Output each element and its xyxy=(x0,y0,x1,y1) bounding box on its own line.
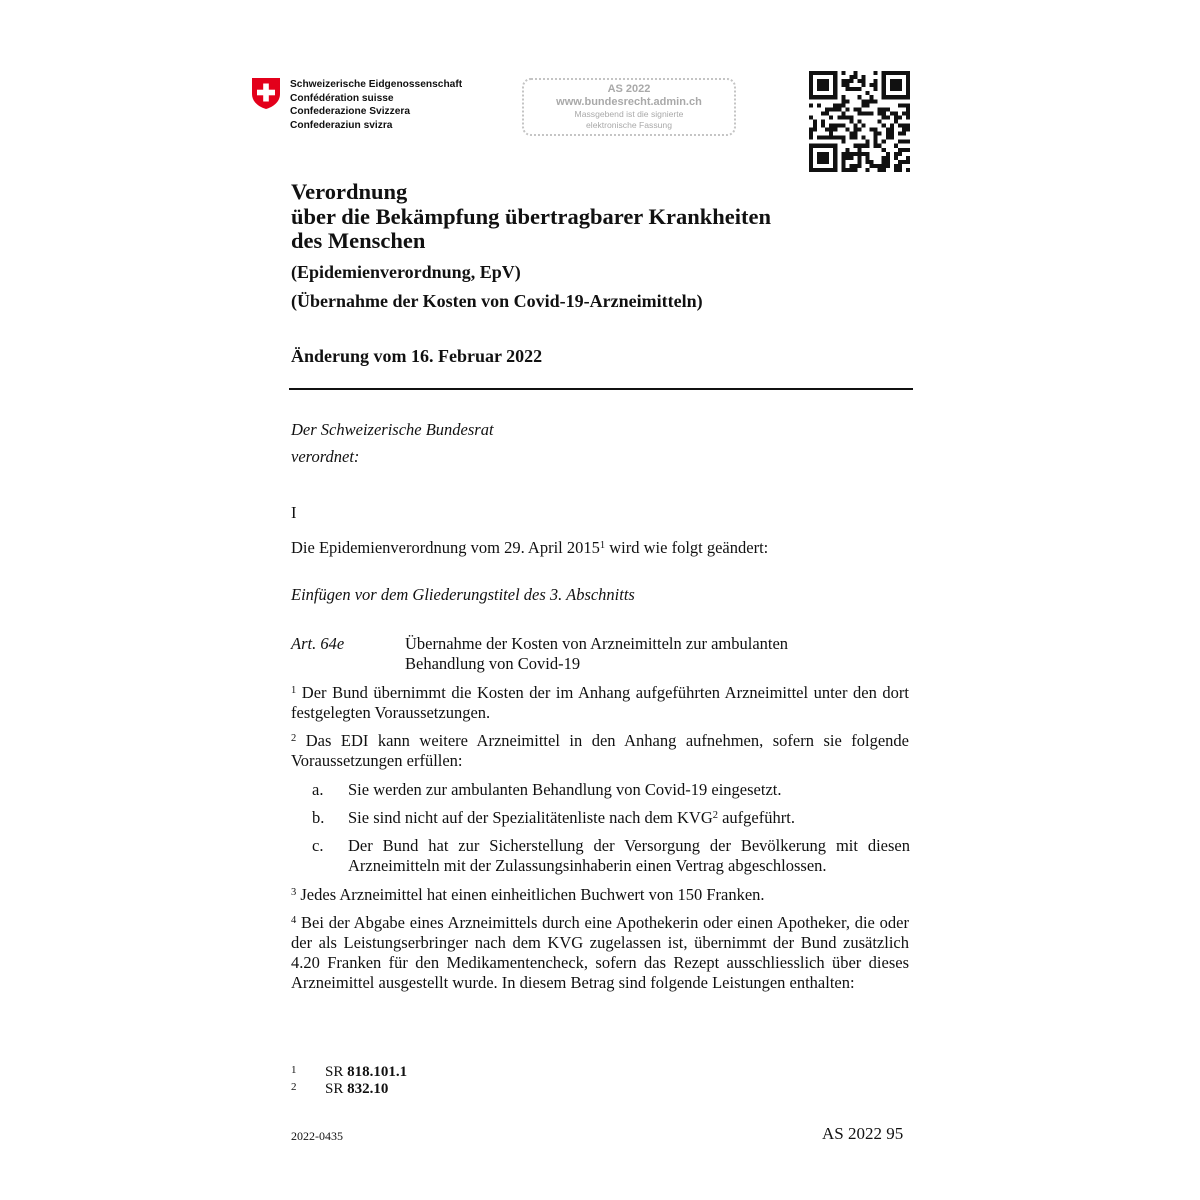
list-item-b-text xyxy=(348,808,910,828)
list-item-a-label: a. xyxy=(312,780,324,799)
official-compilation-ref: AS 2022 95 xyxy=(822,1124,904,1143)
confederation-fr: Confédération suisse xyxy=(290,92,394,104)
intro-text xyxy=(291,538,768,558)
title-line-3: des Menschen xyxy=(291,228,426,253)
footnote-2-code: 832.10 xyxy=(347,1081,389,1097)
paragraph-3-text: Jedes Arzneimittel hat einen einheitlichen Buchwert von 150 Franken. xyxy=(296,885,765,904)
paragraph-1-text: Der Bund übernimmt die Kosten der im Anhang aufgeführten Arzneimittel unter den dort festgelegten Voraussetzungen. xyxy=(291,683,909,722)
paragraph-4-number: 4 xyxy=(291,915,297,926)
title-line-1: Verordnung xyxy=(291,179,408,204)
section-number: I xyxy=(291,503,297,522)
paragraph-4 xyxy=(291,913,909,993)
paragraph-1-number: 1 xyxy=(291,685,297,696)
subtitle-line-2: (Übernahme der Kosten von Covid-19-Arzneimitteln) xyxy=(291,291,703,311)
intro-text-rest: wird wie folgt geändert: xyxy=(605,538,769,557)
stamp-line-4: elektronische Fassung xyxy=(586,120,672,130)
paragraph-3-number: 3 xyxy=(291,887,297,898)
footnote-2-number: 2 xyxy=(291,1081,297,1093)
confederation-names xyxy=(290,78,462,132)
qr-code-icon xyxy=(809,71,910,172)
paragraph-2 xyxy=(291,731,909,771)
list-item-c-label: c. xyxy=(312,836,324,855)
preamble-line-2: verordnet: xyxy=(291,447,360,466)
title-line-2: über die Bekämpfung übertragbarer Krankheiten xyxy=(291,203,772,229)
stamp-url: www.bundesrecht.admin.ch xyxy=(556,96,702,108)
paragraph-3 xyxy=(291,885,909,905)
footnote-2-prefix: SR xyxy=(325,1081,348,1097)
article-title xyxy=(405,634,788,674)
article-number: Art. 64e xyxy=(291,634,345,653)
confederation-it: Confederazione Svizzera xyxy=(290,106,411,118)
footnote-ref-2: 2 xyxy=(712,810,718,821)
insertion-instruction: Einfügen vor dem Gliederungstitel des 3. Abschnitts xyxy=(291,585,635,604)
footnote-1-prefix: SR xyxy=(325,1064,348,1080)
footnote-ref-1: 1 xyxy=(599,540,606,551)
stamp-line-1: AS 2022 xyxy=(607,83,651,95)
confederation-de: Schweizerische Eidgenossenschaft xyxy=(290,79,463,90)
official-stamp xyxy=(522,78,736,136)
article-title-line-1: Übernahme der Kosten von Arzneimitteln zur ambulanten xyxy=(405,634,789,653)
title-divider xyxy=(289,388,913,390)
confederation-rm: Confederaziun svizra xyxy=(290,119,393,131)
list-item-c-text: Der Bund hat zur Sicherstellung der Versorgung der Bevölkerung mit diesen Arzneimitteln mit der Zulassungsinhaberin einen Vertrag abgeschlossen. xyxy=(348,836,910,875)
paragraph-4-text: Bei der Abgabe eines Arzneimittels durch eine Apothekerin oder einen Apotheker, die oder der als Leistungserbringer nach dem KVG zugelassen ist, übernimmt der Bund zusätzlich 4.20 Franken für den Medikamentencheck, sofern das Rezept ausschliesslich über dieses Arzneimittel ausgestellt wurde. In diesem Betrag sind folgende Leistungen enthalten: xyxy=(291,913,909,992)
footnote-1 xyxy=(291,1062,407,1080)
paragraph-2-number: 2 xyxy=(291,733,297,744)
list-item-b-main: Sie sind nicht auf der Spezialitätenliste nach dem KVG xyxy=(348,808,713,827)
footnote-1-number: 1 xyxy=(291,1064,297,1076)
list-item-b-rest: aufgeführt. xyxy=(717,808,795,827)
footnote-2 xyxy=(291,1079,388,1097)
paragraph-2-text: Das EDI kann weitere Arzneimittel in den Anhang aufnehmen, sofern sie folgende Voraussetzungen erfüllen: xyxy=(291,731,909,770)
list-item-a-text: Sie werden zur ambulanten Behandlung von Covid-19 eingesetzt. xyxy=(348,780,782,799)
preamble-line-1: Der Schweizerische Bundesrat xyxy=(291,420,494,439)
document-subtitle xyxy=(291,258,703,316)
paragraph-1 xyxy=(291,683,909,723)
subtitle-line-1: (Epidemienverordnung, EpV) xyxy=(291,262,521,282)
amendment-date: Änderung vom 16. Februar 2022 xyxy=(291,346,543,366)
stamp-line-3: Massgebend ist die signierte xyxy=(574,109,684,119)
footnote-1-code: 818.101.1 xyxy=(347,1064,408,1080)
document-title xyxy=(291,180,771,254)
intro-text-main: Die Epidemienverordnung vom 29. April 2015 xyxy=(291,538,600,557)
document-number: 2022-0435 xyxy=(291,1129,343,1143)
swiss-cross-logo xyxy=(251,77,281,110)
article-title-line-2: Behandlung von Covid-19 xyxy=(405,654,581,673)
list-item-b-label: b. xyxy=(312,808,325,827)
